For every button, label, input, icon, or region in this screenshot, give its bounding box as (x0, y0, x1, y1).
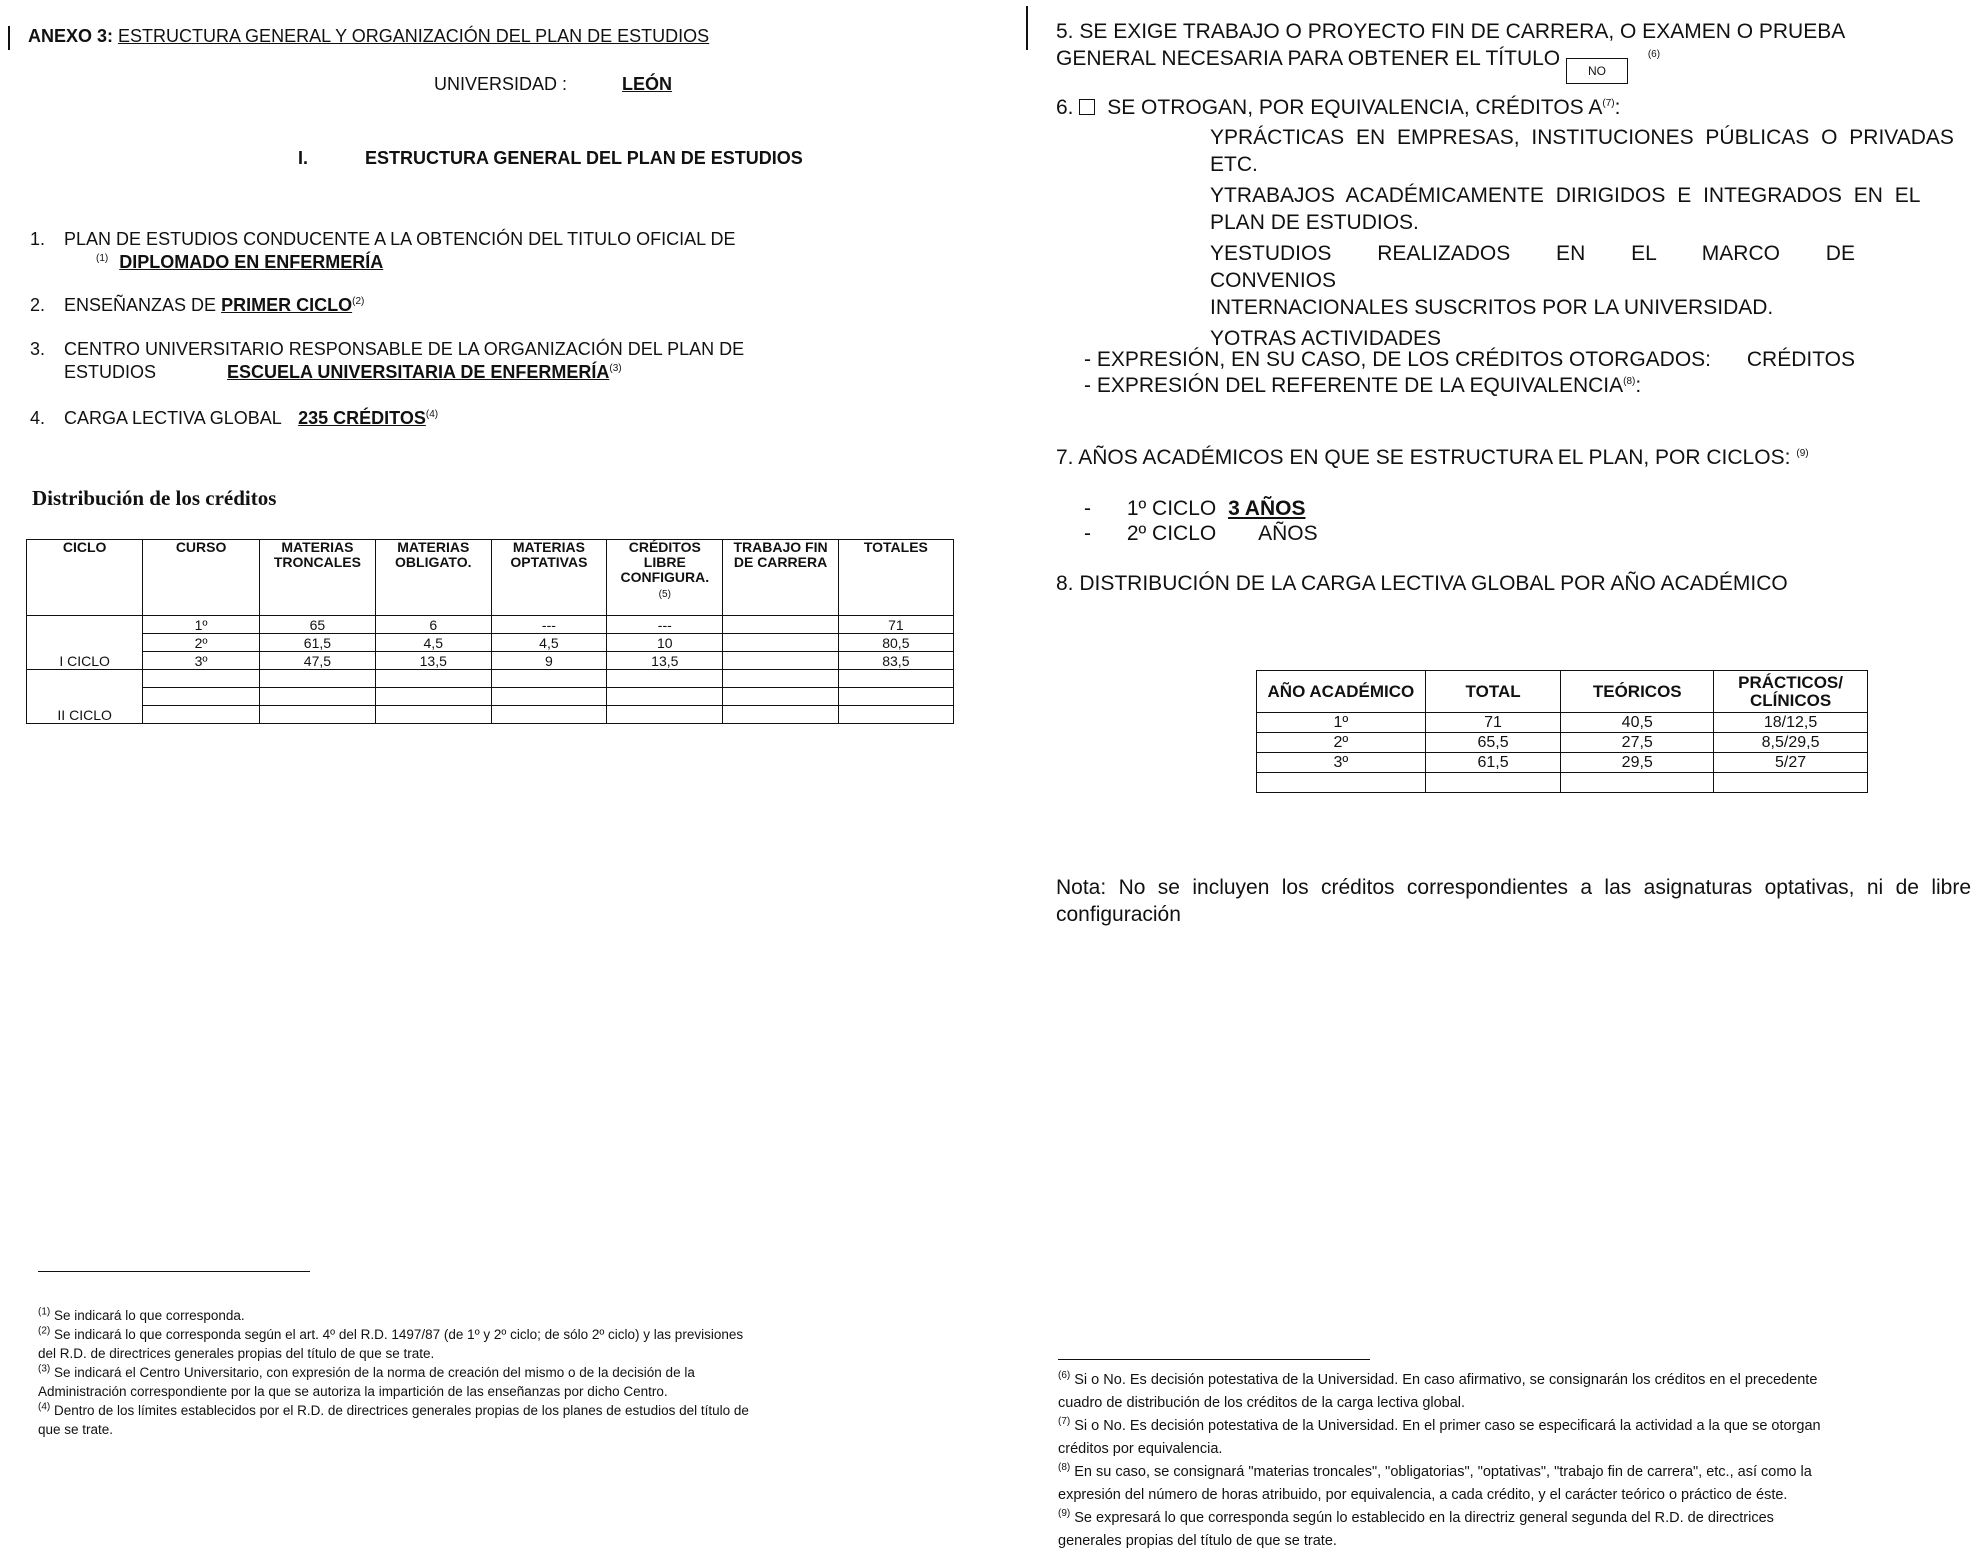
option-estudios-cont: INTERNACIONALES SUSCRITOS POR LA UNIVERSIDAD. (1210, 296, 1774, 319)
cell: --- (491, 616, 607, 634)
item-1 (30, 228, 736, 274)
cell (723, 688, 838, 706)
footnote-2-sup: (2) (38, 1325, 51, 1337)
university-value: LEÓN (622, 74, 673, 94)
item-2-value: PRIMER CICLO (221, 295, 353, 315)
item-7 (1056, 446, 1809, 470)
cycle-2-value: AÑOS (1258, 522, 1318, 545)
footnote-9-text: Se expresará lo que corresponda según lo establecido en la directriz general segunda del R.D. de directrices (1074, 1510, 1774, 1526)
footnote-7-sup: (7) (1058, 1416, 1071, 1428)
ciclo-1-cell: I CICLO (27, 616, 143, 670)
col-teoricos: TEÓRICOS (1561, 671, 1714, 713)
footnote-6 (1058, 1369, 1973, 1392)
item-6-colon: : (1614, 96, 1621, 119)
item-3-text: CENTRO UNIVERSITARIO RESPONSABLE DE LA ORGANIZACIÓN DEL PLAN DE (64, 339, 745, 359)
table-row (27, 616, 954, 634)
cell: 65 (259, 616, 375, 634)
cell (143, 706, 260, 724)
section-number: I. (298, 148, 309, 168)
table-row (27, 706, 954, 724)
item-6-sup: (7) (1602, 98, 1615, 109)
distribution-title: Distribución de los créditos (32, 486, 277, 510)
cell: 9 (491, 652, 607, 670)
item-6-text: SE OTROGAN, POR EQUIVALENCIA, CRÉDITOS A (1107, 96, 1603, 119)
cell (723, 706, 838, 724)
footnote-7-text: Si o No. Es decisión potestativa de la Universidad. En el primer caso se especificará la actividad a la que se otorgan (1074, 1418, 1821, 1434)
footnote-9-sup: (9) (1058, 1508, 1071, 1520)
annex-prefix: ANEXO 3: (28, 26, 114, 46)
item-5-line-1: 5. SE EXIGE TRABAJO O PROYECTO FIN DE CARRERA, O EXAMEN O PRUEBA (1056, 20, 1846, 43)
footnote-8 (1058, 1461, 1973, 1484)
cell: 71 (1425, 713, 1561, 733)
cycle-2-label: 2º CICLO (1126, 522, 1217, 545)
footnote-6-sup: (6) (1058, 1370, 1071, 1382)
cell (375, 688, 491, 706)
cell: 2º (143, 634, 260, 652)
cell (1425, 773, 1561, 793)
margin-bar-left (8, 26, 10, 50)
cell: 6 (375, 616, 491, 634)
item-3-sup: (3) (609, 363, 622, 374)
cell: 3º (143, 652, 260, 670)
footnote-7 (1058, 1415, 1973, 1438)
table-row (27, 652, 954, 670)
option-trabajos-cont: PLAN DE ESTUDIOS. (1210, 211, 1419, 234)
cell: 27,5 (1561, 733, 1714, 753)
expression-credits (1084, 348, 1855, 372)
cell: 5/27 (1714, 753, 1868, 773)
table-row (27, 634, 954, 652)
footnote-3 (38, 1363, 848, 1382)
footnote-rule-right (1058, 1359, 1370, 1360)
option-practicas-cont: ETC. (1210, 153, 1258, 176)
col-libre-config-sup: (5) (658, 589, 671, 600)
col-obligato: MATERIAS OBLIGATO. (375, 540, 491, 616)
col-total: TOTAL (1425, 671, 1561, 713)
option-trabajos: YTRABAJOS ACADÉMICAMENTE DIRIGIDOS E INTEGRADOS EN EL (1210, 184, 1921, 207)
note-line-1: Nota: No se incluyen los créditos correspondientes a las asignaturas optativas, ni de libre (1056, 876, 1971, 899)
cell (1561, 773, 1714, 793)
footnote-3-cont: Administración correspondiente por la que se autoriza la impartición de las enseñanzas por dicho Centro. (38, 1384, 668, 1399)
cell: 61,5 (1425, 753, 1561, 773)
table-row (1257, 773, 1868, 793)
note (1056, 874, 1971, 928)
cycle-2-dash: - (1084, 522, 1091, 545)
annex-heading (28, 26, 709, 47)
cell: 13,5 (607, 652, 723, 670)
table-row (1257, 733, 1868, 753)
footnote-1-sup: (1) (38, 1306, 51, 1318)
cell: 47,5 (259, 652, 375, 670)
expression-credits-label: - EXPRESIÓN, EN SU CASO, DE LOS CRÉDITOS OTORGADOS: (1084, 348, 1712, 371)
table-row (1257, 713, 1868, 733)
col-optativas: MATERIAS OPTATIVAS (491, 540, 607, 616)
item-8: 8. DISTRIBUCIÓN DE LA CARGA LECTIVA GLOBAL POR AÑO ACADÉMICO (1056, 572, 1788, 595)
cell (259, 706, 375, 724)
table-row (27, 670, 954, 688)
item-1-sup: (1) (96, 253, 109, 264)
cell (491, 688, 607, 706)
item-2 (30, 295, 364, 316)
cell: 4,5 (491, 634, 607, 652)
item-3 (30, 338, 744, 384)
cell: 83,5 (838, 652, 953, 670)
item-5-line-2 (1056, 45, 1845, 84)
item-3-number: 3. (30, 339, 46, 359)
cell (259, 670, 375, 688)
col-ciclo: CICLO (27, 540, 143, 616)
item-5-sup: (6) (1647, 49, 1661, 60)
cell: 2º (1257, 733, 1426, 753)
cell: 18/12,5 (1714, 713, 1868, 733)
expression-credits-value: CRÉDITOS (1746, 348, 1856, 371)
option-practicas-text: YPRÁCTICAS EN EMPRESAS, INSTITUCIONES PÚBLICAS O PRIVADAS (1210, 126, 1954, 149)
cell: 8,5/29,5 (1714, 733, 1868, 753)
expression-referent-label: - EXPRESIÓN DEL REFERENTE DE LA EQUIVALENCIA (1084, 374, 1624, 397)
item-6-checkbox[interactable] (1079, 99, 1095, 115)
cell (1257, 773, 1426, 793)
cell (607, 688, 723, 706)
table-row (1257, 753, 1868, 773)
footnote-8-text: En su caso, se consignará "materias troncales", "obligatorias", "optativas", "trabajo fin de carrera", etc., así como la (1074, 1464, 1812, 1480)
footnote-rule-left (38, 1271, 310, 1272)
item-4-sup: (4) (425, 409, 439, 420)
col-curso: CURSO (143, 540, 260, 616)
item-7-text: 7. AÑOS ACADÉMICOS EN QUE SE ESTRUCTURA EL PLAN, POR CICLOS: (1056, 446, 1791, 469)
credits-table (26, 539, 954, 724)
footnote-2-cont: del R.D. de directrices generales propias del título de que se trate. (38, 1346, 435, 1361)
cell: 1º (143, 616, 260, 634)
col-academic-year: AÑO ACADÉMICO (1257, 671, 1426, 713)
cell: 40,5 (1561, 713, 1714, 733)
footnote-2 (38, 1325, 848, 1344)
cell: 4,5 (375, 634, 491, 652)
footnote-4-text: Dentro de los límites establecidos por el R.D. de directrices generales propias de los planes de estudios del título de (54, 1403, 749, 1418)
cell (375, 706, 491, 724)
item-4-number: 4. (30, 408, 46, 428)
item-1-text: PLAN DE ESTUDIOS CONDUCENTE A LA OBTENCIÓN DEL TITULO OFICIAL DE (64, 229, 736, 249)
cell: 1º (1257, 713, 1426, 733)
item-5-answer-box: NO (1566, 58, 1628, 84)
academic-year-table (1256, 670, 1868, 793)
item-2-text: ENSEÑANZAS DE (64, 295, 217, 315)
footnote-1 (38, 1306, 848, 1325)
item-3-value: ESCUELA UNIVERSITARIA DE ENFERMERÍA (227, 362, 610, 382)
margin-bar-right (1026, 6, 1028, 50)
item-6 (1056, 96, 1620, 120)
cell (143, 670, 260, 688)
cell: 71 (838, 616, 953, 634)
cycle-1-label: 1º CICLO (1126, 497, 1217, 520)
section-title: ESTRUCTURA GENERAL DEL PLAN DE ESTUDIOS (365, 148, 803, 168)
footnote-1-text: Se indicará lo que corresponda. (54, 1308, 245, 1323)
item-6-number: 6. (1056, 96, 1074, 119)
cell: 3º (1257, 753, 1426, 773)
option-practicas (1210, 124, 1972, 151)
footnote-8-cont: expresión del número de horas atribuido, por equivalencia, a cada crédito, y el carácter teórico o práctico de éste. (1058, 1487, 1788, 1503)
footnote-8-sup: (8) (1058, 1462, 1071, 1474)
col-libre-config (607, 540, 723, 616)
cell: 10 (607, 634, 723, 652)
col-libre-config-label: CRÉDITOS LIBRE CONFIGURA. (620, 539, 710, 585)
cell: 65,5 (1425, 733, 1561, 753)
cell (723, 670, 838, 688)
cell: 80,5 (838, 634, 953, 652)
cell (1714, 773, 1868, 793)
cycle-1-dash: - (1084, 497, 1091, 520)
footnote-6-cont: cuadro de distribución de los créditos de la carga lectiva global. (1058, 1395, 1466, 1411)
footnote-4-cont: que se trate. (38, 1422, 114, 1437)
footnote-2-text: Se indicará lo que corresponda según el art. 4º del R.D. 1497/87 (de 1º y 2º ciclo; de sólo 2º ciclo) y las previsiones (54, 1327, 744, 1342)
cell: 29,5 (1561, 753, 1714, 773)
expression-referent-sup: (8) (1623, 376, 1636, 387)
cycle-1-value: 3 AÑOS (1228, 497, 1306, 520)
footnotes-right (1058, 1369, 1973, 1553)
footnote-7-cont: créditos por equivalencia. (1058, 1441, 1223, 1457)
col-trabajo-fin: TRABAJO FIN DE CARRERA (723, 540, 838, 616)
footnote-6-text: Si o No. Es decisión potestativa de la Universidad. En caso afirmativo, se consignarán los créditos en el precedente (1074, 1372, 1818, 1388)
cell (838, 706, 953, 724)
expression-referent-colon: : (1635, 374, 1642, 397)
footnotes-left (38, 1306, 848, 1439)
col-totales: TOTALES (838, 540, 953, 616)
cell: 13,5 (375, 652, 491, 670)
footnote-9 (1058, 1507, 1973, 1530)
university-label: UNIVERSIDAD : (434, 74, 568, 94)
item-2-sup: (2) (352, 296, 365, 307)
item-3-text-2: ESTUDIOS (64, 362, 157, 382)
table-row (27, 688, 954, 706)
cell (838, 688, 953, 706)
footnote-3-text: Se indicará el Centro Universitario, con expresión de la norma de creación del mismo o de la decisión de la (54, 1365, 695, 1380)
cell (723, 634, 838, 652)
footnote-3-sup: (3) (38, 1363, 51, 1375)
cell (607, 706, 723, 724)
cycle-2-line (1084, 522, 1318, 546)
col-practicos: PRÁCTICOS/ CLÍNICOS (1714, 671, 1868, 713)
section-heading (298, 148, 803, 169)
cell (375, 670, 491, 688)
item-5-text: GENERAL NECESARIA PARA OBTENER EL TÍTULO (1056, 47, 1561, 70)
cell (491, 706, 607, 724)
cell (259, 688, 375, 706)
item-4 (30, 408, 438, 429)
footnote-4-sup: (4) (38, 1401, 51, 1413)
col-troncales: MATERIAS TRONCALES (259, 540, 375, 616)
option-otras: YOTRAS ACTIVIDADES (1210, 327, 1442, 350)
cell (838, 670, 953, 688)
cell: --- (607, 616, 723, 634)
item-7-sup: (9) (1796, 448, 1809, 459)
item-4-value: 235 CRÉDITOS (298, 408, 426, 428)
footnote-4 (38, 1401, 848, 1420)
option-estudios: YESTUDIOS REALIZADOS EN EL MARCO DE CONVENIOS (1210, 242, 1855, 292)
cell (723, 616, 838, 634)
cell (143, 688, 260, 706)
cell: 61,5 (259, 634, 375, 652)
cell (491, 670, 607, 688)
item-5 (1056, 18, 1845, 84)
annex-title: ESTRUCTURA GENERAL Y ORGANIZACIÓN DEL PLAN DE ESTUDIOS (118, 26, 710, 46)
cycle-1-line (1084, 497, 1305, 521)
expression-referent (1084, 374, 1641, 398)
item-4-text: CARGA LECTIVA GLOBAL (64, 408, 282, 428)
item-1-number: 1. (30, 229, 46, 249)
university-line (434, 74, 672, 95)
ciclo-2-cell: II CICLO (27, 670, 143, 724)
equivalence-options (1210, 124, 1972, 352)
note-line-2: configuración (1056, 903, 1181, 926)
footnote-9-cont: generales propias del título de que se trate. (1058, 1533, 1337, 1549)
item-1-value: DIPLOMADO EN ENFERMERÍA (119, 252, 384, 272)
item-2-number: 2. (30, 295, 46, 315)
cell (723, 652, 838, 670)
cell (607, 670, 723, 688)
